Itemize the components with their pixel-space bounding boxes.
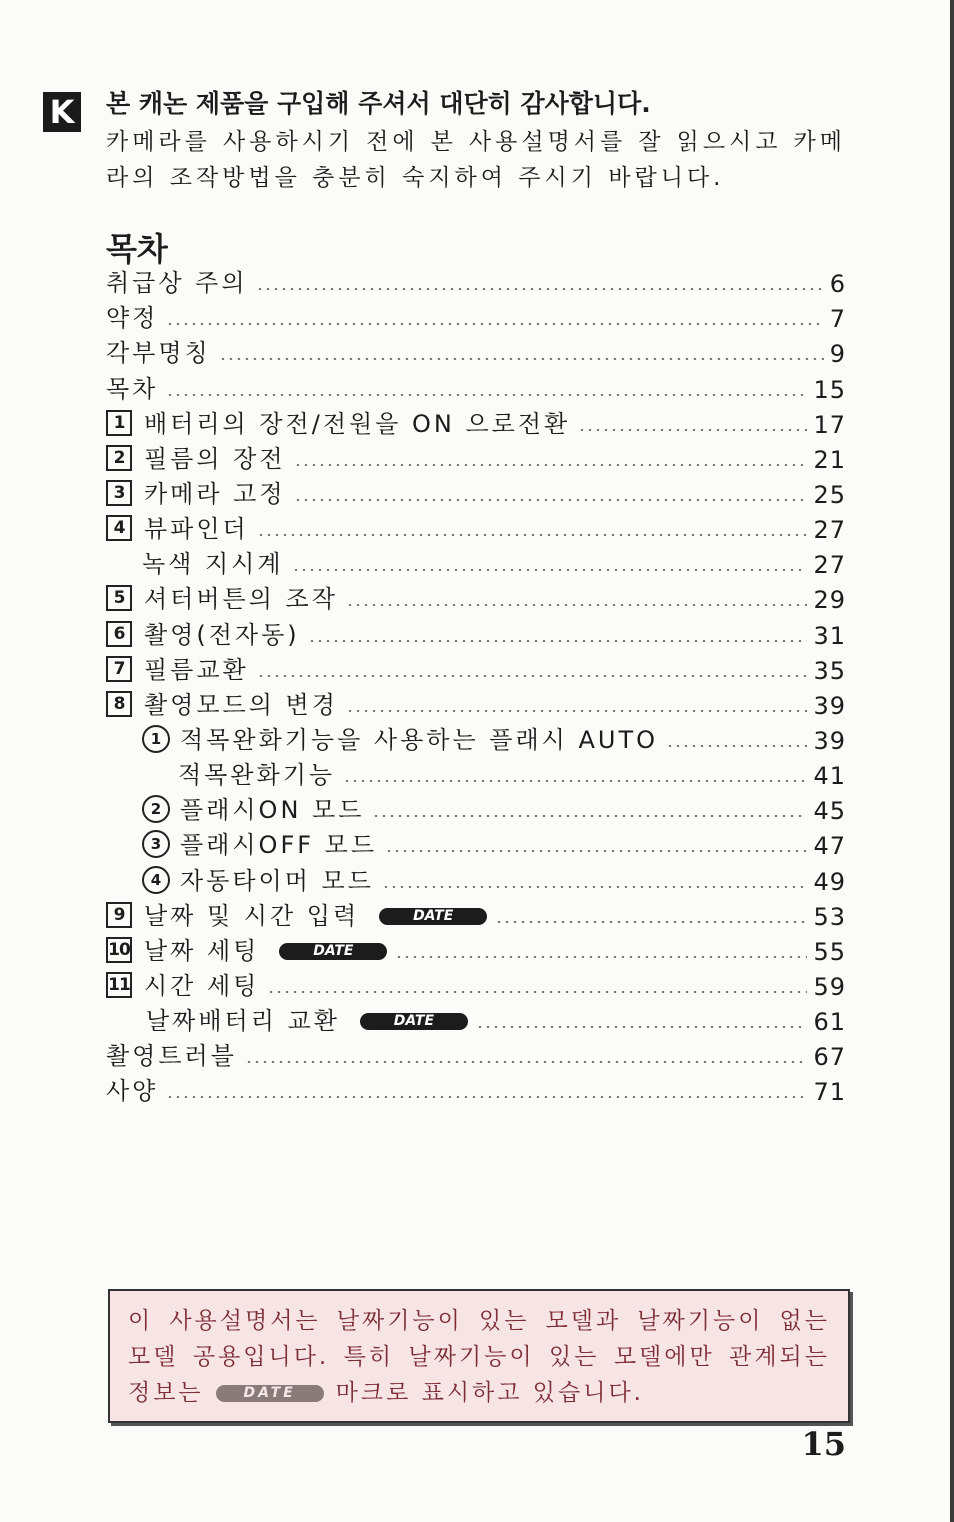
toc-page: 39 — [813, 691, 846, 720]
date-mark-badge: DATE — [379, 908, 487, 925]
toc-row[interactable] — [106, 860, 846, 895]
toc-label: 촬영(전자동) — [144, 620, 300, 649]
toc-label: 셔터버튼의 조작 — [144, 585, 338, 614]
leader-dots — [245, 1061, 808, 1063]
leader-dots — [666, 745, 807, 747]
toc-row[interactable] — [106, 896, 846, 931]
toc-row[interactable] — [106, 650, 846, 685]
toc-label: 촬영트러블 — [106, 1042, 237, 1071]
toc-row[interactable] — [106, 439, 846, 474]
date-mark-badge: DATE — [360, 1013, 468, 1030]
toc-row[interactable] — [106, 720, 846, 755]
toc-row[interactable] — [106, 368, 846, 403]
toc-label: 필름교환 — [144, 655, 249, 684]
page-edge — [950, 0, 954, 1522]
toc-label: 자동타이머 모드 — [180, 866, 374, 895]
toc-label: 취급상 주의 — [106, 269, 248, 298]
circled-number: 3 — [142, 830, 170, 858]
leader-dots — [495, 921, 807, 923]
leader-dots — [292, 569, 808, 571]
leader-dots — [343, 780, 807, 782]
section-number-box: 3 — [106, 480, 132, 506]
toc-label: 시간 세팅 — [144, 971, 260, 1000]
toc-page: 29 — [813, 586, 846, 615]
date-mark-badge: DATE — [216, 1385, 324, 1402]
leader-dots — [257, 675, 808, 677]
date-mark-badge: DATE — [279, 943, 387, 960]
toc-page: 7 — [829, 305, 846, 334]
section-number-box: 11 — [106, 972, 132, 998]
toc-page: 55 — [813, 937, 846, 966]
toc-row[interactable] — [106, 685, 846, 720]
toc-label: 녹색 지시계 — [142, 550, 284, 579]
toc-row[interactable] — [106, 263, 846, 298]
toc-page: 35 — [813, 656, 846, 685]
toc-label: 날짜 및 시간 입력 — [144, 901, 360, 930]
toc-page: 31 — [813, 621, 846, 650]
language-badge: K — [43, 92, 81, 132]
notice-text-after: 마크로 표시하고 있습니다. — [335, 1380, 644, 1406]
toc-label: 날짜배터리 교환 — [146, 1007, 340, 1036]
notice-text-before: 이 사용설명서는 날짜기능이 있는 모델과 날짜기능이 없는 모델 공용입니다. 특히 날짜기능이 있는 모델에만 관계되는 정보는 — [128, 1308, 830, 1406]
toc-page: 71 — [813, 1078, 846, 1107]
toc-row[interactable] — [106, 931, 846, 966]
section-number-box: 10 — [106, 937, 132, 963]
intro-title: 본 캐논 제품을 구입해 주셔서 대단히 감사합니다. — [106, 89, 651, 118]
section-number-box: 2 — [106, 445, 132, 471]
section-number-box: 5 — [106, 585, 132, 611]
toc-row[interactable] — [106, 614, 846, 649]
toc-label: 배터리의 장전/전원을 ON 으로전환 — [144, 409, 571, 438]
leader-dots — [346, 710, 808, 712]
toc-row[interactable] — [106, 1036, 846, 1071]
toc-page: 27 — [813, 516, 846, 545]
toc-row[interactable] — [106, 966, 846, 1001]
toc-row[interactable] — [106, 1001, 846, 1036]
notice-box — [108, 1289, 850, 1423]
toc-label: 날짜 세팅 — [144, 936, 260, 965]
toc-label: 적목완화기능 — [178, 761, 336, 790]
section-number-box: 1 — [106, 410, 132, 436]
section-number-box: 8 — [106, 691, 132, 717]
toc-page: 45 — [813, 797, 846, 826]
toc-label: 각부명칭 — [106, 339, 211, 368]
toc-label: 목차 — [106, 374, 159, 403]
toc-row[interactable] — [106, 333, 846, 368]
leader-dots — [257, 534, 808, 536]
toc-row[interactable] — [106, 544, 846, 579]
leader-dots — [166, 1096, 807, 1098]
toc-page: 47 — [813, 832, 846, 861]
toc-page: 49 — [813, 867, 846, 896]
toc-row[interactable] — [106, 755, 846, 790]
toc-heading: 목차 — [106, 230, 168, 268]
leader-dots — [308, 640, 808, 642]
toc-row[interactable] — [106, 825, 846, 860]
leader-dots — [346, 604, 808, 606]
leader-dots — [166, 323, 823, 325]
toc-page: 17 — [813, 410, 846, 439]
leader-dots — [382, 886, 808, 888]
leader-dots — [256, 288, 824, 290]
intro-body: 카메라를 사용하시기 전에 본 사용설명서를 잘 읽으시고 카메라의 조작방법을 충분히 숙지하여 주시기 바랍니다. — [106, 129, 846, 191]
toc-label: 촬영모드의 변경 — [144, 690, 338, 719]
toc-row[interactable] — [106, 509, 846, 544]
toc-row[interactable] — [106, 298, 846, 333]
toc-row[interactable] — [106, 474, 846, 509]
toc-row[interactable] — [106, 404, 846, 439]
leader-dots — [395, 956, 807, 958]
toc-row[interactable] — [106, 579, 846, 614]
table-of-contents — [106, 263, 846, 1106]
circled-number: 1 — [142, 725, 170, 753]
toc-page: 53 — [813, 902, 846, 931]
toc-page: 9 — [829, 340, 846, 369]
section-number-box: 7 — [106, 656, 132, 682]
leader-dots — [372, 815, 807, 817]
toc-page: 39 — [813, 726, 846, 755]
toc-page: 67 — [813, 1043, 846, 1072]
leader-dots — [219, 358, 824, 360]
section-number-box: 6 — [106, 621, 132, 647]
toc-label: 필름의 장전 — [144, 444, 286, 473]
leader-dots — [476, 1026, 808, 1028]
page-number: 15 — [801, 1425, 846, 1463]
leader-dots — [294, 499, 808, 501]
toc-page: 21 — [813, 445, 846, 474]
toc-label: 뷰파인더 — [144, 515, 249, 544]
toc-page: 6 — [829, 270, 846, 299]
leader-dots — [385, 850, 807, 852]
leader-dots — [166, 394, 807, 396]
section-number-box: 9 — [106, 902, 132, 928]
toc-page: 41 — [813, 762, 846, 791]
section-number-box: 4 — [106, 515, 132, 541]
circled-number: 2 — [142, 795, 170, 823]
toc-page: 59 — [813, 972, 846, 1001]
toc-page: 15 — [813, 375, 846, 404]
toc-page: 25 — [813, 480, 846, 509]
toc-label: 적목완화기능을 사용하는 플래시 AUTO — [180, 725, 658, 754]
leader-dots — [578, 429, 807, 431]
toc-row[interactable] — [106, 1071, 846, 1106]
leader-dots — [294, 464, 808, 466]
toc-row[interactable] — [106, 790, 846, 825]
toc-page: 61 — [813, 1008, 846, 1037]
toc-label: 플래시ON 모드 — [180, 796, 365, 825]
circled-number: 4 — [142, 866, 170, 894]
toc-label: 카메라 고정 — [144, 479, 286, 508]
leader-dots — [267, 991, 807, 993]
toc-label: 약정 — [106, 304, 159, 333]
toc-page: 27 — [813, 551, 846, 580]
toc-label: 사양 — [106, 1077, 159, 1106]
toc-label: 플래시OFF 모드 — [180, 831, 378, 860]
